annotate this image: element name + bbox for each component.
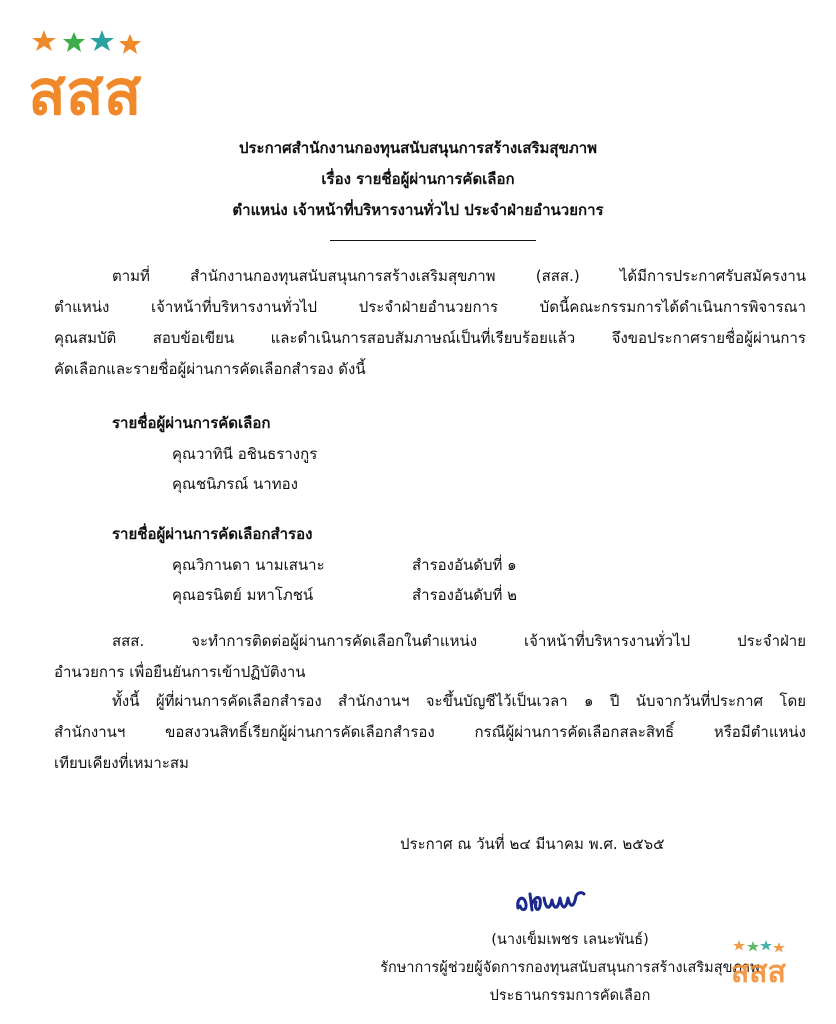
title-block — [0, 133, 836, 226]
signatory-name: (นางเข็มเพชร เลนะพันธ์) — [491, 932, 649, 948]
selected-name: คุณชนิภรณ์ นาทอง — [172, 475, 298, 493]
title-line-1: ประกาศสำนักงานกองทุนสนับสนุนการสร้างเสริมสุขภาพ — [238, 139, 598, 157]
reserve-name: คุณวิกานดา นามเสนาะ — [172, 556, 325, 574]
reserve-rank: สำรองอันดับที่ ๒ — [412, 586, 518, 604]
thaihealth-logo-small — [730, 938, 798, 986]
handwritten-signature — [512, 884, 592, 918]
contact-line: สสส. จะทำการติดต่อผู้ผ่านการคัดเลือกในตำแหน่ง เจ้าหน้าที่บริหารงานทั่วไป ประจำฝ่าย — [112, 632, 806, 650]
reserve-rank: สำรองอันดับที่ ๑ — [412, 556, 517, 574]
logo-small-text: สสส — [731, 955, 786, 986]
reserve-para-line: ทั้งนี้ ผู้ที่ผ่านการคัดเลือกสำรอง สำนักงานฯ จะขึ้นบัญชีไว้เป็นเวลา ๑ ปี นับจากวันที่ประกาศ โดย — [112, 692, 806, 710]
title-divider — [330, 240, 536, 241]
signatory-role: ประธานกรรมการคัดเลือก — [489, 988, 651, 1004]
contact-line: อำนวยการ เพื่อยืนยันการเข้าปฏิบัติงาน — [54, 663, 306, 681]
logo-text: สสส — [28, 56, 142, 122]
intro-line: คุณสมบัติ สอบข้อเขียน และดำเนินการสอบสัมภาษณ์เป็นที่เรียบร้อยแล้ว จึงขอประกาศรายชื่อผู้ผ่านการ — [54, 329, 806, 347]
reserve-paragraph — [54, 686, 806, 779]
people-stars-icon — [32, 30, 141, 54]
signatory-position: รักษาการผู้ช่วยผู้จัดการกองทุนสนับสนุนการสร้างเสริมสุขภาพ — [380, 960, 760, 976]
contact-paragraph — [54, 626, 806, 688]
selected-heading: รายชื่อผู้ผ่านการคัดเลือก — [112, 414, 271, 432]
selected-name: คุณวาทินี อชินธรางกูร — [172, 445, 318, 463]
title-line-2: เรื่อง รายชื่อผู้ผ่านการคัดเลือก — [321, 170, 515, 188]
intro-line: คัดเลือกและรายชื่อผู้ผ่านการคัดเลือกสำรอง ดังนี้ — [54, 360, 366, 378]
reserve-heading: รายชื่อผู้ผ่านการคัดเลือกสำรอง — [112, 525, 313, 543]
reserve-para-line: สำนักงานฯ ขอสงวนสิทธิ์เรียกผู้ผ่านการคัดเลือกสำรอง กรณีผู้ผ่านการคัดเลือกสละสิทธิ์ หรือมีตำแหน่ง — [54, 723, 806, 741]
intro-line: ตำแหน่ง เจ้าหน้าที่บริหารงานทั่วไป ประจำฝ่ายอำนวยการ บัดนี้คณะกรรมการได้ดำเนินการพิจารณา — [54, 298, 806, 316]
reserve-para-line: เทียบเคียงที่เหมาะสม — [54, 754, 189, 772]
people-stars-icon — [733, 940, 785, 953]
title-line-3: ตำแหน่ง เจ้าหน้าที่บริหารงานทั่วไป ประจำฝ่ายอำนวยการ — [232, 201, 604, 219]
intro-paragraph — [54, 261, 806, 385]
reserve-name: คุณอรนิตย์ มหาโภชน์ — [172, 586, 314, 604]
intro-line: ตามที่ สำนักงานกองทุนสนับสนุนการสร้างเสริมสุขภาพ (สสส.) ได้มีการประกาศรับสมัครงาน — [112, 267, 806, 285]
announcement-date: ประกาศ ณ วันที่ ๒๔ มีนาคม พ.ศ. ๒๕๖๕ — [400, 835, 665, 853]
thaihealth-logo — [26, 26, 174, 122]
